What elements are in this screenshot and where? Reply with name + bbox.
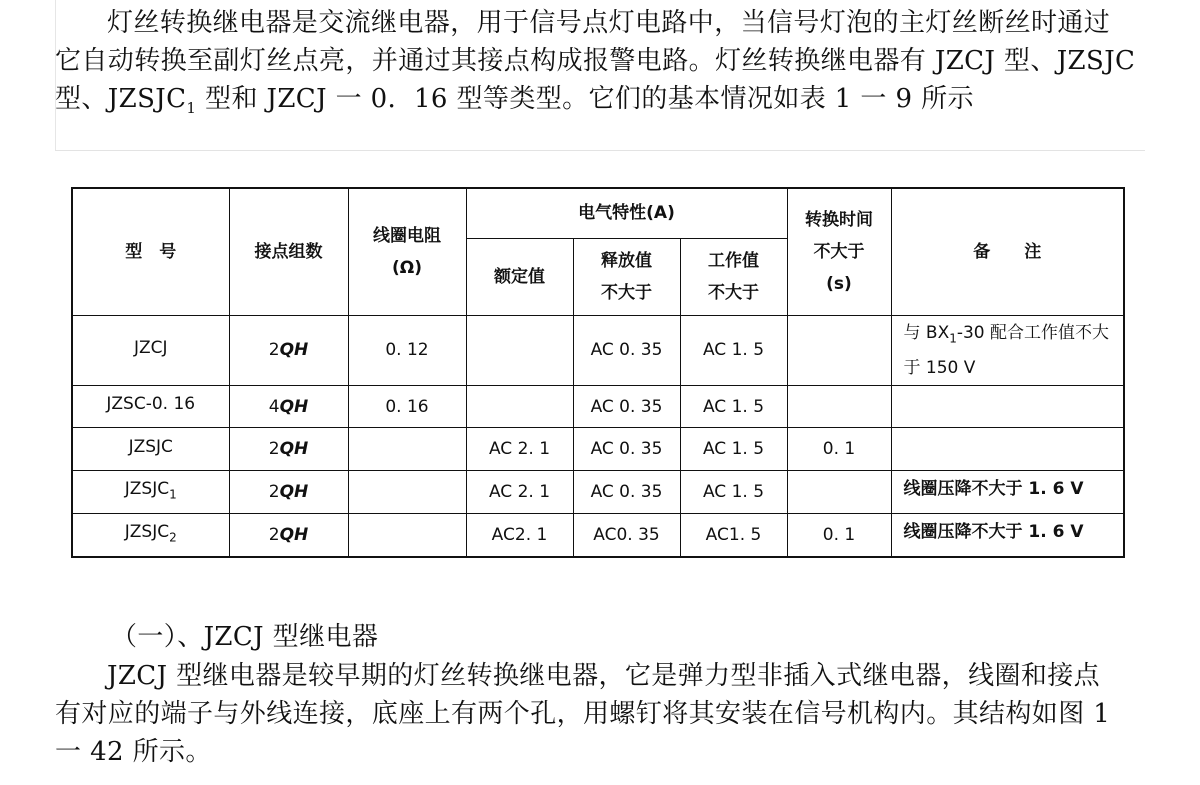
- relay-spec-table: [71, 187, 1125, 558]
- cell-contacts-unit: QH: [279, 439, 309, 460]
- intro-line-3: [55, 80, 1143, 127]
- header-switch-time: [787, 188, 891, 315]
- cell-switch: [787, 315, 891, 385]
- cell-work: AC 1. 5: [680, 471, 787, 513]
- cell-rated: [466, 315, 573, 385]
- cell-model: [72, 315, 229, 385]
- cell-contacts-num: 4: [268, 396, 280, 417]
- intro-line-1: 灯丝转换继电器是交流继电器，用于信号点灯电路中，当信号灯泡的主灯丝断丝时通过: [107, 8, 1111, 38]
- cell-rated: AC 2. 1: [466, 471, 573, 513]
- intro-line-2: 它自动转换至副灯丝点亮，并通过其接点构成报警电路。灯丝转换继电器有 JZCJ 型、JZSJC: [55, 46, 1136, 76]
- cell-rated: AC2. 1: [466, 513, 573, 557]
- cell-release: AC 0. 35: [573, 315, 680, 385]
- cell-model-text: JZSJC: [128, 436, 173, 457]
- cell-note: [891, 315, 1124, 385]
- header-switch-time-line-1: 转换时间: [805, 209, 873, 230]
- cell-rated: [466, 385, 573, 427]
- cell-switch: 0. 1: [787, 428, 891, 471]
- section-paragraph: [55, 657, 1143, 771]
- header-release-line-2: 不大于: [601, 282, 652, 303]
- table-header-row-1: [72, 188, 1124, 238]
- header-model: 型 号: [72, 188, 229, 315]
- section-line-2: 有对应的端子与外线连接，底座上有两个孔，用螺钉将其安装在信号机构内。其结构如图 1: [55, 699, 1111, 729]
- cell-note: [891, 471, 1124, 513]
- cell-model-text: JZCJ: [133, 337, 168, 358]
- cell-note-sub: 1: [949, 330, 957, 345]
- cell-note-post: -30 配合工作值不大于 150 V: [903, 322, 1110, 378]
- cell-model-text: JZSC-0. 16: [106, 393, 196, 414]
- cell-contacts-num: 2: [268, 340, 280, 361]
- intro-line-3-post: 型和 JZCJ 一 0．16 型等类型。它们的基本情况如表 1 一 9 所示: [196, 84, 974, 114]
- header-work: [680, 238, 787, 315]
- cell-rated: AC 2. 1: [466, 428, 573, 471]
- cell-contacts-num: 2: [268, 524, 280, 545]
- cell-note: [891, 385, 1124, 427]
- cell-switch: [787, 385, 891, 427]
- cell-work: AC 1. 5: [680, 315, 787, 385]
- cell-model: [72, 471, 229, 513]
- cell-model: [72, 428, 229, 471]
- cell-release: AC 0. 35: [573, 428, 680, 471]
- table-row: [72, 513, 1124, 557]
- cell-contacts: [229, 471, 348, 513]
- table-row: [72, 385, 1124, 427]
- cell-work: AC 1. 5: [680, 385, 787, 427]
- header-release-line-1: 释放值: [601, 250, 652, 271]
- cell-note: [891, 428, 1124, 471]
- header-work-line-2: 不大于: [708, 282, 759, 303]
- cell-contacts-unit: QH: [279, 396, 309, 417]
- intro-line-3-pre: 型、JZSJC: [55, 84, 187, 114]
- table-row: [72, 471, 1124, 513]
- header-coil-resistance-line-2: (Ω): [392, 257, 422, 278]
- cell-contacts: [229, 513, 348, 557]
- cell-model-text: JZSJC: [124, 522, 170, 543]
- cell-release: AC0. 35: [573, 513, 680, 557]
- table-row: [72, 428, 1124, 471]
- header-coil-resistance: [348, 188, 466, 315]
- cell-note-pre: 线圈压降不大于 1. 6 V: [903, 479, 1084, 500]
- intro-line-3-sub: 1: [186, 99, 197, 118]
- header-work-line-1: 工作值: [708, 250, 759, 271]
- cell-switch: [787, 471, 891, 513]
- cell-model-text: JZSJC: [124, 479, 170, 500]
- cell-coil: [348, 428, 466, 471]
- cell-release: AC 0. 35: [573, 471, 680, 513]
- section-heading: （一）、JZCJ 型继电器: [111, 622, 379, 652]
- cell-contacts-num: 2: [268, 481, 280, 502]
- header-remarks: 备 注: [891, 188, 1124, 315]
- cell-contacts-unit: QH: [279, 340, 309, 361]
- intro-paragraph: [55, 4, 1143, 127]
- cell-model-sub: 2: [169, 530, 177, 545]
- table-row: [72, 315, 1124, 385]
- cell-contacts: [229, 315, 348, 385]
- cell-coil: 0. 16: [348, 385, 466, 427]
- cell-work: AC 1. 5: [680, 428, 787, 471]
- cell-model-sub: 1: [169, 487, 177, 502]
- section-line-1: JZCJ 型继电器是较早期的灯丝转换继电器，它是弹力型非插入式继电器，线圈和接点: [107, 661, 1101, 691]
- cell-model: [72, 513, 229, 557]
- cell-contacts: [229, 428, 348, 471]
- cell-release: AC 0. 35: [573, 385, 680, 427]
- cell-contacts-num: 2: [268, 439, 280, 460]
- cell-coil: [348, 513, 466, 557]
- header-electrical: 电气特性(A): [466, 188, 787, 238]
- cell-contacts-unit: QH: [279, 524, 309, 545]
- cell-note: [891, 513, 1124, 557]
- cell-note-pre: 线圈压降不大于 1. 6 V: [903, 522, 1084, 543]
- cell-note-pre: 与 BX: [903, 322, 950, 343]
- section-line-3: 一 42 所示。: [55, 737, 212, 767]
- cell-model: [72, 385, 229, 427]
- cell-coil: 0. 12: [348, 315, 466, 385]
- header-contacts: 接点组数: [229, 188, 348, 315]
- cell-contacts: [229, 385, 348, 427]
- header-switch-time-line-2: 不大于: [813, 241, 865, 262]
- cell-switch: 0. 1: [787, 513, 891, 557]
- header-coil-resistance-line-1: 线圈电阻: [373, 225, 441, 246]
- header-rated: 额定值: [466, 238, 573, 315]
- cell-work: AC1. 5: [680, 513, 787, 557]
- section-divider: [55, 150, 1145, 151]
- cell-coil: [348, 471, 466, 513]
- header-release: [573, 238, 680, 315]
- cell-contacts-unit: QH: [279, 481, 309, 502]
- header-switch-time-line-3: (s): [826, 273, 852, 294]
